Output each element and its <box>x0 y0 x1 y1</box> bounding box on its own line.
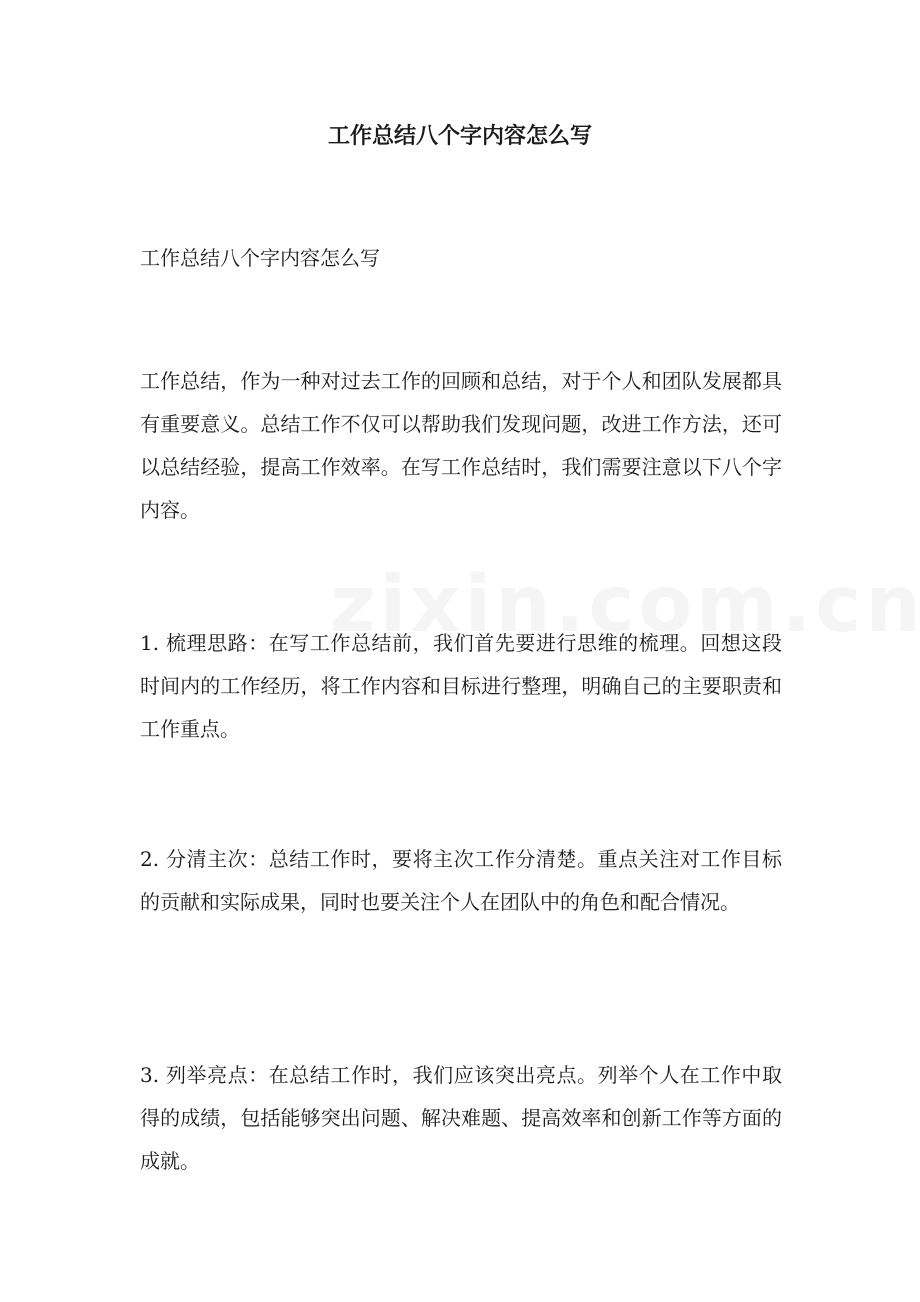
list-item-priorities: 2. 分清主次：总结工作时，要将主次工作分清楚。重点关注对工作目标的贡献和实际成果，同时也要关注个人在团队中的角色和配合情况。 <box>140 847 782 914</box>
list-item-sort-thoughts: 1. 梳理思路：在写工作总结前，我们首先要进行思维的梳理。回想这段时间内的工作经历，将工作内容和目标进行整理，明确自己的主要职责和工作重点。 <box>140 631 782 741</box>
document-subtitle: 工作总结八个字内容怎么写 <box>140 246 380 270</box>
list-item-highlights: 3. 列举亮点：在总结工作时，我们应该突出亮点。列举个人在工作中取得的成绩，包括能够突出问题、解决难题、提高效率和创新工作等方面的成就。 <box>140 1063 782 1173</box>
intro-paragraph: 工作总结，作为一种对过去工作的回顾和总结，对于个人和团队发展都具有重要意义。总结工作不仅可以帮助我们发现问题，改进工作方法，还可以总结经验，提高工作效率。在写工作总结时，我们需要注意以下八个字内容。 <box>140 369 782 522</box>
page-title: 工作总结八个字内容怎么写 <box>327 123 592 149</box>
